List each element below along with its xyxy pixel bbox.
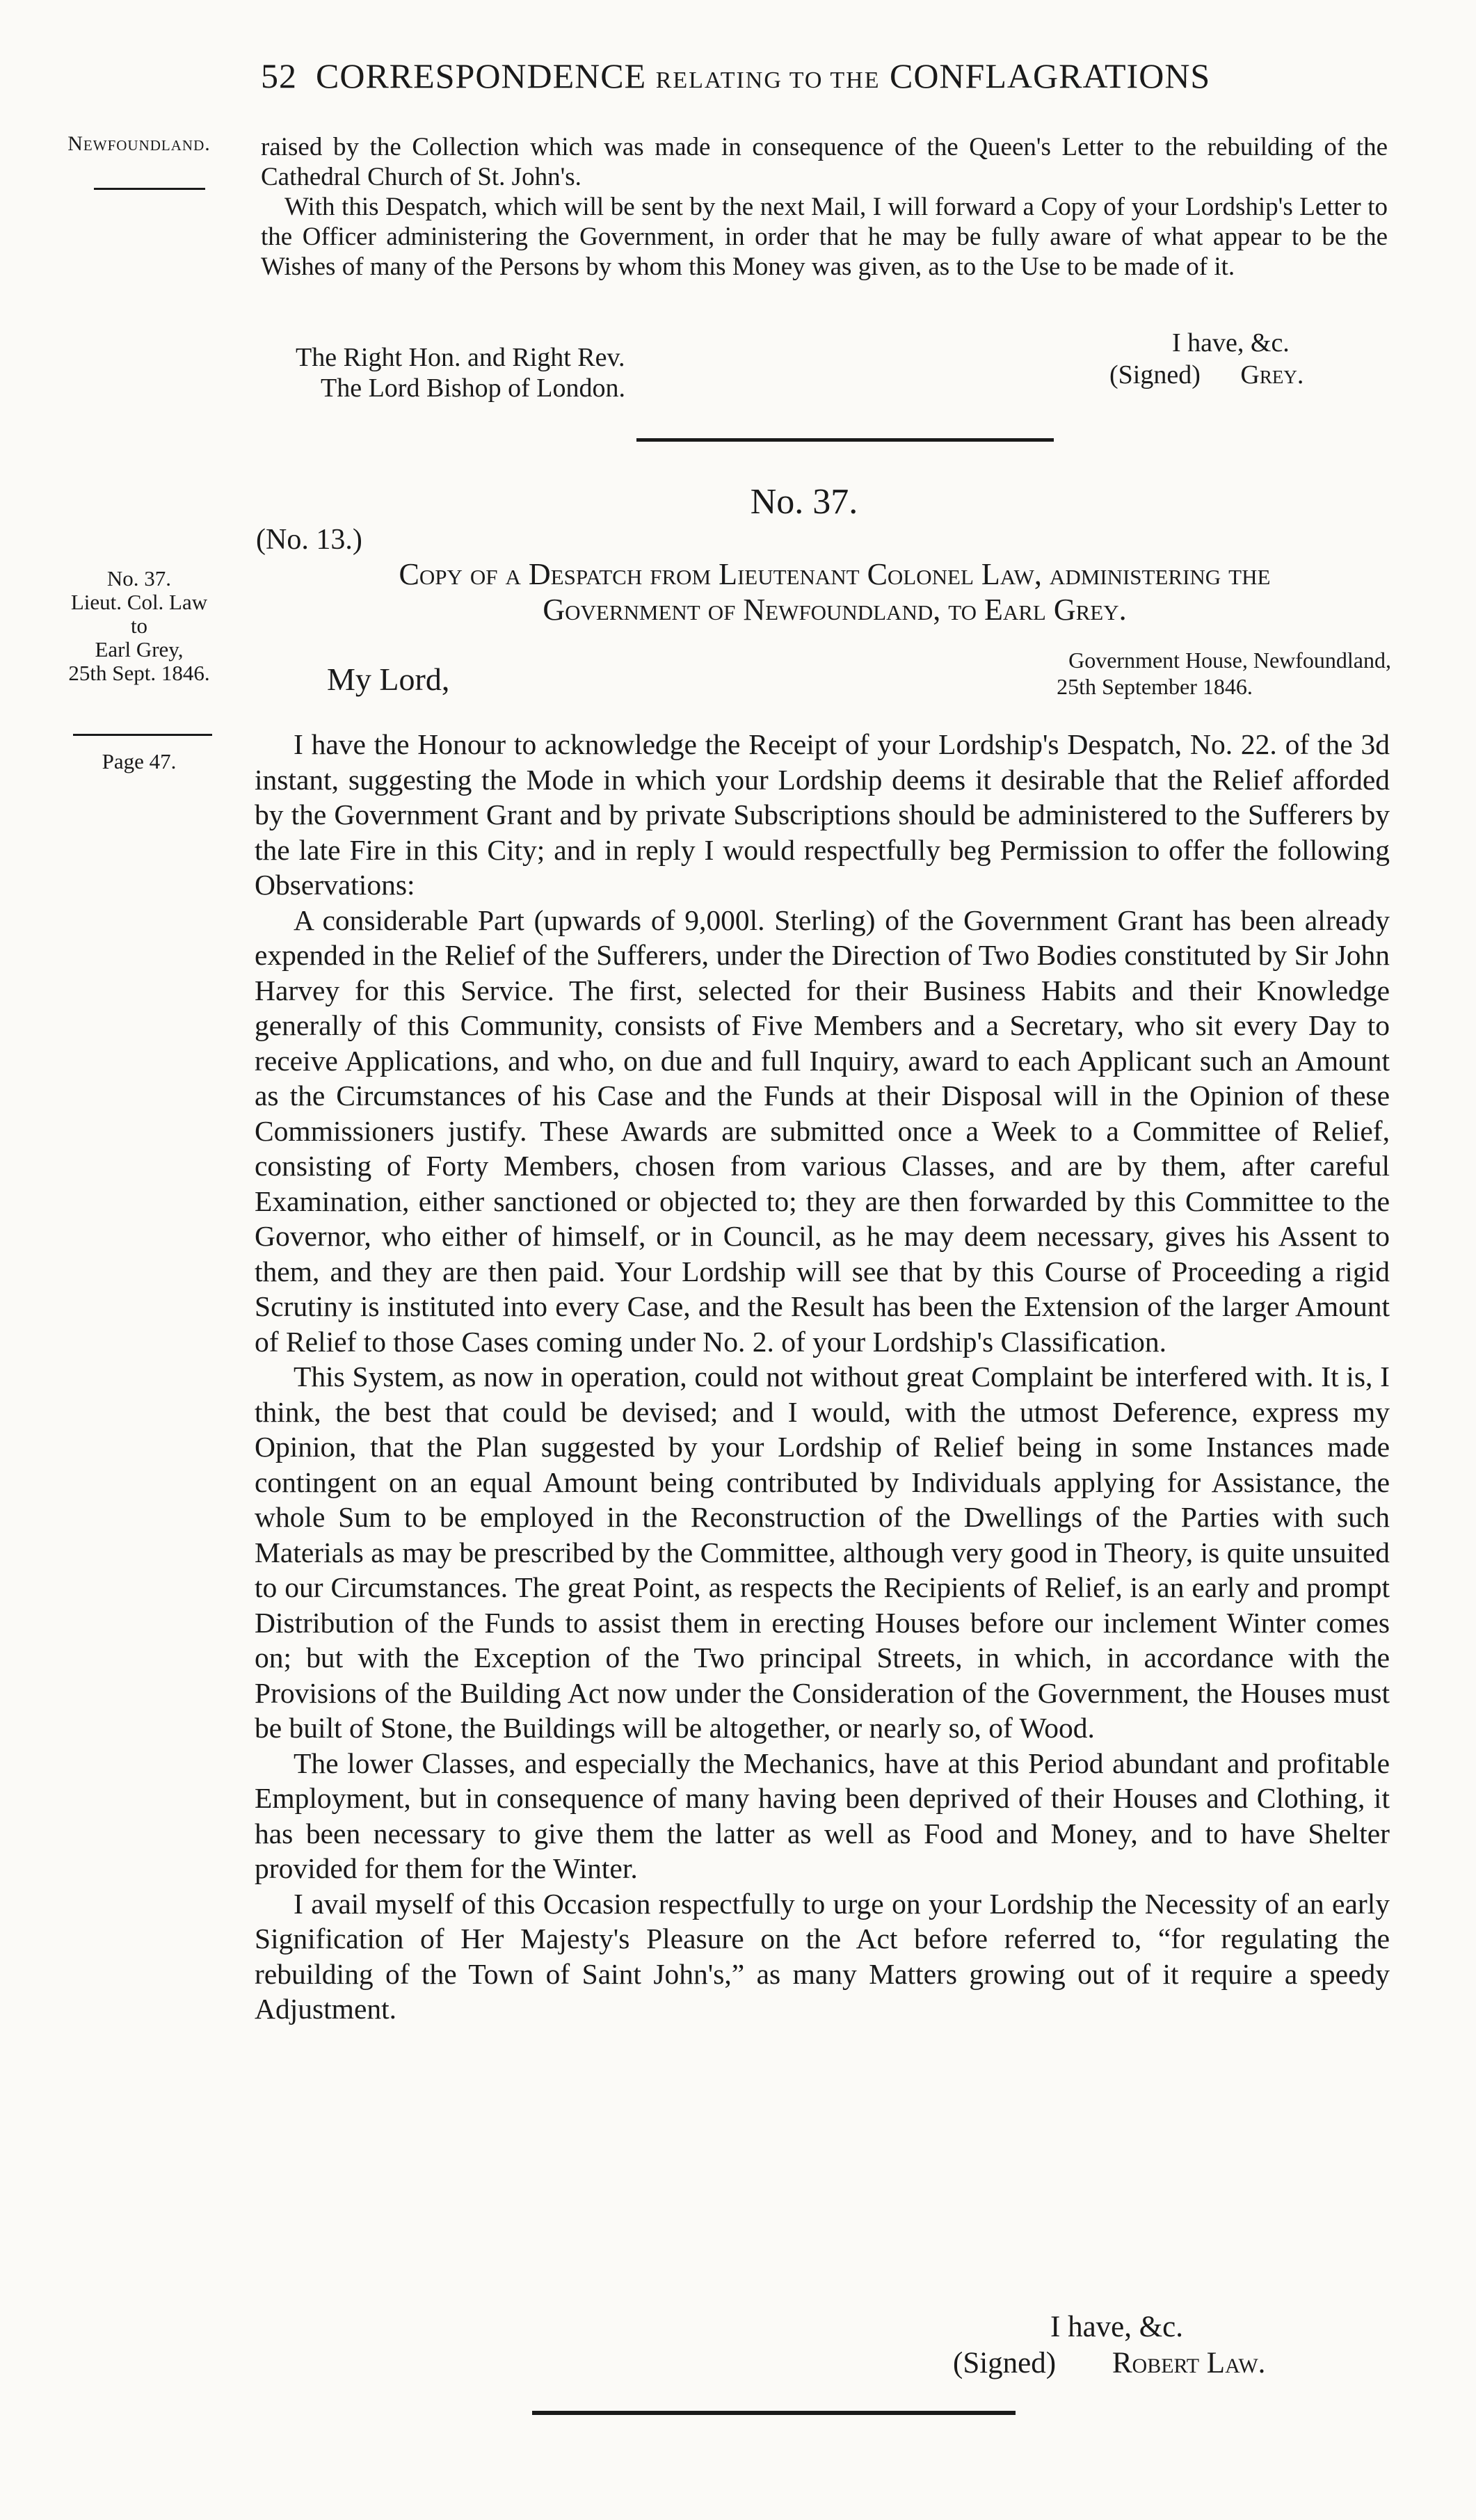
previous-letter-closing: I have, &c.	[1172, 328, 1290, 358]
letter-place-date	[918, 647, 1391, 700]
letter-signed: (Signed)	[953, 2347, 1057, 2379]
previous-letter-signature	[1109, 327, 1388, 391]
letter-title-line-2: Government of Newfoundland, to Earl Grey.	[543, 593, 1127, 627]
running-header	[261, 56, 1388, 96]
letter-body	[255, 727, 1390, 2027]
previous-letter-para-1: raised by the Collection which was made in consequence of the Queen's Letter to the rebuilding of the Cathedral Church of St. John's.	[261, 133, 1388, 191]
section-rule-top	[636, 438, 1054, 442]
margin-note-line-2: Lieut. Col. Law	[70, 590, 208, 614]
addressee-line-1: The Right Hon. and Right Rev.	[296, 343, 625, 372]
addressee-line-2: The Lord Bishop of London.	[321, 374, 626, 403]
letter-salutation: My Lord,	[327, 661, 450, 697]
letter-date: 25th September 1846.	[1057, 674, 1253, 699]
margin-note-line-1: No. 37.	[106, 566, 172, 591]
margin-note-line-4: Earl Grey,	[95, 637, 184, 661]
previous-letter-addressee	[296, 342, 625, 403]
letter-place: Government House, Newfoundland,	[1068, 648, 1391, 673]
letter-paragraph-5: I avail myself of this Occasion respectfully to urge on your Lordship the Necessity of an early Signification of Her Majesty's Pleasure on the Act before referred to, “for regulating the rebuilding of the Town of Saint John's,” as many Matters growing out of it require a speedy Adjustment.	[255, 1887, 1390, 2025]
letter-paragraph-1: I have the Honour to acknowledge the Receipt of your Lordship's Despatch, No. 22. of the 3d instant, suggesting the Mode in which your Lordship deems it desirable that the Relief afforded by the Government Grant and by private Subscriptions should be administered to the Sufferers by the late Fire in this City; and in reply I would respectfully beg Permission to offer the following Observations:	[255, 728, 1390, 901]
letter-paragraph-2: A considerable Part (upwards of 9,000l. Sterling) of the Government Grant has been already expended in the Relief of the Sufferers, under the Direction of Two Bodies constituted by Sir John Harvey for this Service. The first, selected for their Business Habits and their Knowledge generally of this Community, consists of Five Members and a Secretary, who sit every Day to receive Applications, and who, on due and full Inquiry, award to each Applicant such an Amount as the Circumstances of his Case and the Funds at their Disposal will in the Opinion of these Commissioners justify. These Awards are submitted once a Week to a Committee of Relief, consisting of Forty Members, chosen from various Classes, and are by them, after careful Examination, either sanctioned or objected to; they are then forwarded by this Committee to the Governor, who either of himself, or in Council, as he may deem necessary, gives his Assent to them, and they are then paid. Your Lordship will see that by this Course of Proceeding a rigid Scrutiny is instituted into every Case, and the Result has been the Extension of the larger Amount of Relief to those Cases coming under No. 2. of your Lordship's Classification.	[255, 904, 1390, 1358]
page-number: 52	[261, 56, 297, 95]
letter-paragraph-3: This System, as now in operation, could not without great Complaint be interfered with. It is, I think, the best that could be devised; and I would, with the utmost Deference, express my Opinion, that the Plan suggested by your Lordship of Relief being in some Instances made contingent on an equal Amount being contributed by Individuals applying for Assistance, the whole Sum to be employed in the Reconstruction of the Dwellings of the Parties with such Materials as may be prescribed by the Committee, although very good in Theory, is quite unsuited to our Circumstances. The great Point, as respects the Recipients of Relief, is an early and prompt Distribution of the Funds to assist them in erecting Houses before our inclement Winter comes on; but with the Exception of the Two principal Streets, in which, in accordance with the Provisions of the Building Act now under the Consideration of the Government, the Houses must be built of Stone, the Buildings will be altogether, or nearly so, of Wood.	[255, 1361, 1390, 1744]
header-title-2: CONFLAGRATIONS	[889, 56, 1211, 95]
margin-note-line-5: 25th Sept. 1846.	[68, 661, 210, 685]
margin-divider	[94, 188, 205, 190]
header-title-1: CORRESPONDENCE	[316, 56, 647, 95]
margin-note-divider	[73, 734, 212, 736]
letter-sub-number: (No. 13.)	[256, 524, 362, 556]
margin-page-reference: Page 47.	[102, 749, 177, 773]
previous-letter-signer: Grey.	[1240, 360, 1304, 390]
section-rule-bottom	[532, 2411, 1016, 2415]
margin-note	[28, 567, 250, 685]
header-title-small: RELATING TO THE	[655, 67, 881, 93]
margin-note-line-3: to	[130, 613, 148, 638]
previous-letter-para-2: With this Despatch, which will be sent by the next Mail, I will forward a Copy of your Lordship's Letter to the Officer administering the Government, in order that he may be fully aware of what appear to be the Wishes of many of the Persons by whom this Money was given, as to the Use to be made of it.	[261, 193, 1388, 281]
previous-letter-signed: (Signed)	[1109, 360, 1201, 390]
letter-paragraph-4: The lower Classes, and especially the Mechanics, have at this Period abundant and profitable Employment, but in consequence of many having been deprived of their Houses and Clothing, it has been necessary to give them the latter as well as Food and Money, and to have Shelter provided for them for the Winter.	[255, 1747, 1390, 1884]
letter-title-line-1: Copy of a Despatch from Lieutenant Colonel Law, administering the	[399, 557, 1271, 591]
letter-signer: Robert Law.	[1112, 2347, 1266, 2379]
letter-closing: I have, &c.	[1050, 2311, 1184, 2343]
previous-letter-text	[261, 132, 1388, 282]
letter-title	[278, 556, 1391, 627]
letter-number: No. 37.	[750, 482, 858, 522]
margin-label-newfoundland: Newfoundland.	[67, 132, 211, 155]
letter-signature	[953, 2309, 1398, 2382]
